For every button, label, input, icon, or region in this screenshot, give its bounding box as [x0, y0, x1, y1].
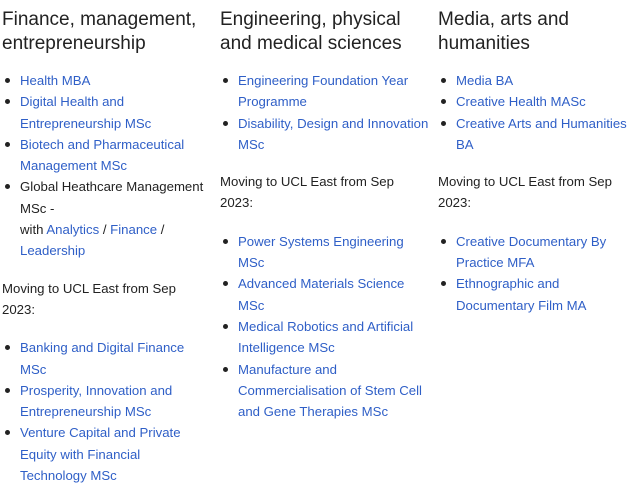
column-heading: Media, arts and humanities [438, 9, 569, 54]
list-item [220, 113, 430, 156]
list-item [438, 91, 638, 112]
course-link[interactable]: Creative Arts and Humanities BA [456, 115, 627, 152]
list-item [438, 113, 638, 156]
course-link[interactable]: Prosperity, Innovation and Entrepreneurship MSc [20, 382, 173, 420]
moving-course-list [2, 337, 210, 486]
separator: / [99, 222, 111, 238]
moving-course-list [438, 231, 638, 316]
course-link[interactable]: Creative Documentary By Practice MFA [456, 233, 607, 271]
course-list [2, 70, 210, 262]
course-link[interactable]: Media BA [456, 73, 514, 88]
moving-course-list [220, 231, 430, 423]
course-link[interactable]: Ethnographic and Documentary Film MA [456, 276, 587, 313]
list-item [2, 176, 210, 261]
course-title: Global Heathcare Management MSc - [20, 179, 204, 216]
column-finance [2, 8, 210, 486]
course-link[interactable]: Venture Capital and Private Equity with Financial Technology MSc [20, 425, 181, 484]
course-link[interactable]: Banking and Digital Finance MSc [20, 340, 185, 377]
list-item [220, 316, 430, 359]
course-link[interactable]: Power Systems Engineering MSc [238, 233, 404, 271]
analytics-link[interactable]: Analytics [46, 222, 100, 238]
list-item [2, 70, 210, 91]
course-list [438, 70, 638, 155]
list-item [438, 231, 638, 274]
list-item [2, 337, 210, 380]
separator: / [157, 222, 165, 238]
course-link[interactable]: Health MBA [20, 73, 91, 88]
moving-note: Moving to UCL East from Sep 2023: [2, 280, 176, 317]
column-heading: Engineering, physical and medical sciences [220, 9, 402, 54]
course-link[interactable]: Medical Robotics and Artificial Intelligence MSc [238, 318, 414, 356]
course-link[interactable]: Disability, Design and Innovation MSc [238, 115, 429, 152]
column-engineering [220, 8, 430, 422]
moving-note: Moving to UCL East from Sep 2023: [438, 174, 612, 211]
moving-note: Moving to UCL East from Sep 2023: [220, 174, 394, 211]
list-item [2, 134, 210, 177]
list-item [2, 422, 210, 486]
leadership-link[interactable]: Leadership [20, 243, 86, 259]
course-link[interactable]: Digital Health and Entrepreneurship MSc [20, 94, 152, 131]
course-link[interactable]: Creative Health MASc [456, 94, 586, 110]
course-list [220, 70, 430, 155]
course-link[interactable]: Advanced Materials Science MSc [238, 276, 405, 313]
with-label: with [20, 222, 47, 238]
list-item [220, 70, 430, 113]
list-item [220, 231, 430, 274]
list-item [220, 359, 430, 423]
list-item [2, 91, 210, 134]
finance-link[interactable]: Finance [110, 222, 158, 238]
course-link[interactable]: Biotech and Pharmaceutical Management MSc [20, 136, 185, 174]
list-item [438, 273, 638, 316]
list-item [438, 70, 638, 91]
list-item [2, 380, 210, 423]
column-heading: Finance, management, entrepreneurship [2, 9, 197, 54]
list-item [220, 273, 430, 316]
column-media [438, 8, 638, 316]
course-link[interactable]: Manufacture and Commercialisation of Stem Cell and Gene Therapies MSc [238, 361, 422, 420]
course-link[interactable]: Engineering Foundation Year Programme [238, 73, 409, 110]
